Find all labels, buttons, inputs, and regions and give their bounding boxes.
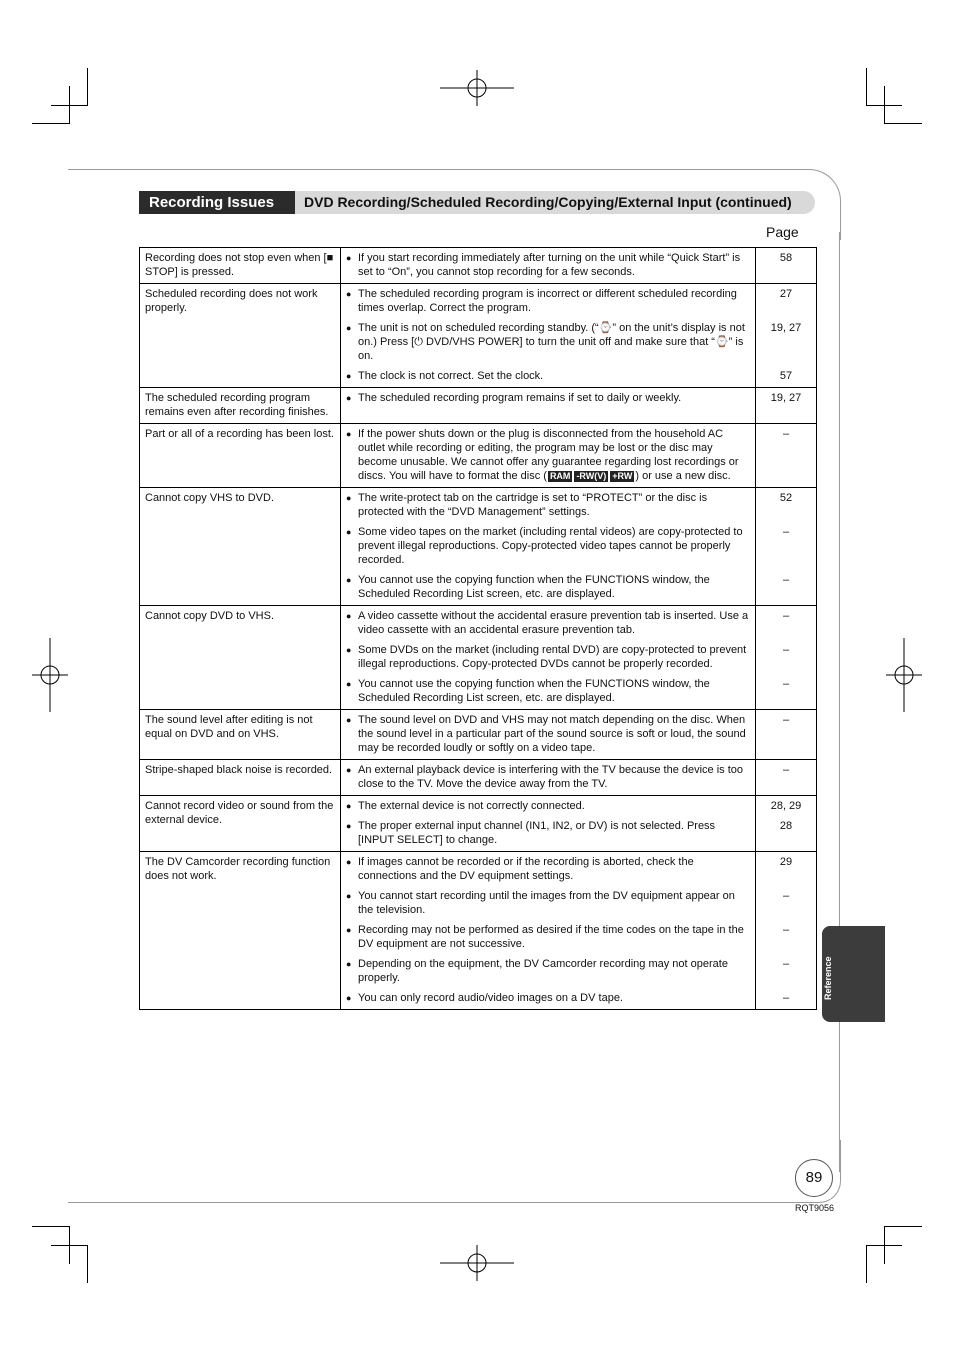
pages-cell — [756, 760, 817, 796]
cause-item — [346, 491, 751, 519]
cause-text-part: If images cannot be recorded or if the recording is aborted, check the connections and the DV equipment settings. — [358, 856, 694, 882]
troubleshooting-rows — [140, 248, 817, 1010]
cause-text-part: The proper external input channel (IN1, IN2, or DV) is not selected. Press [INPUT SELECT] to change. — [358, 820, 716, 846]
crop-mark — [866, 1245, 867, 1283]
page-reference: 57 — [779, 370, 793, 382]
cause-text-part: The scheduled recording program remains if set to daily or weekly. — [358, 392, 682, 404]
cause-item — [346, 427, 751, 483]
reference-tab-label: Reference — [823, 956, 833, 1000]
pages-cell — [756, 710, 817, 760]
cause-text — [358, 609, 751, 637]
page-reference: – — [782, 958, 790, 970]
cause-item — [346, 855, 751, 883]
causes-cell — [341, 488, 756, 606]
bullet-icon: ● — [346, 323, 352, 333]
crop-mark — [51, 1245, 87, 1246]
cause-text-part: The external device is not correctly connected. — [358, 800, 585, 812]
bullet-icon: ● — [346, 371, 352, 381]
pages-cell — [756, 606, 817, 710]
crop-mark — [884, 1226, 922, 1227]
causes-cell — [341, 710, 756, 760]
page-reference: – — [782, 644, 790, 656]
cause-text — [358, 957, 751, 985]
page-reference: 58 — [779, 252, 793, 264]
cause-text — [358, 573, 751, 601]
cause-text-part: You can only record audio/video images on a DV tape. — [358, 992, 623, 1004]
crop-mark — [866, 105, 902, 106]
page-reference: – — [782, 924, 790, 936]
cause-text-part: Some video tapes on the market (including rental videos) are copy-protected to prevent illegal reproductions. Copy-protected video tapes cannot be properly recorded. — [358, 526, 743, 566]
cause-text-part: Some DVDs on the market (including rental DVD) are copy-protected to prevent illegal reproductions. Copy-protected DVDs cannot be properly recorded. — [358, 644, 747, 670]
bullet-icon: ● — [346, 253, 352, 263]
table-row — [140, 488, 817, 606]
page-reference: 28, 29 — [770, 800, 802, 812]
cause-text — [358, 491, 751, 519]
table-row — [140, 248, 817, 284]
bullet-icon: ● — [346, 393, 352, 403]
cause-text — [358, 391, 751, 405]
cause-text — [358, 251, 751, 279]
crop-mark — [87, 68, 88, 106]
cause-text-part: The scheduled recording program is incorrect or different scheduled recording times overlap. Correct the program. — [358, 288, 737, 314]
cause-item — [346, 713, 751, 755]
table-row — [140, 760, 817, 796]
cause-text — [358, 369, 751, 383]
cause-text-part: You cannot use the copying function when the FUNCTIONS window, the Scheduled Recording List screen, etc. are displayed. — [358, 678, 710, 704]
disc-type-badge: -RW(V) — [576, 471, 607, 481]
cause-text — [358, 427, 751, 483]
cause-text-part: If you start recording immediately after turning on the unit while “Quick Start” is set to “On”, you cannot stop recording for a few seconds. — [358, 252, 741, 278]
problem-cell: The DV Camcorder recording function does not work. — [140, 852, 341, 1010]
cause-text — [358, 643, 751, 671]
bullet-icon: ● — [346, 289, 352, 299]
registration-mark-left — [32, 638, 68, 712]
page-frame-right — [839, 232, 840, 1172]
cause-text-part: The write-protect tab on the cartridge is set to “PROTECT” or the disc is protected with the “DVD Management” settings. — [358, 492, 708, 518]
pages-cell — [756, 488, 817, 606]
problem-cell: The sound level after editing is not equal on DVD and on VHS. — [140, 710, 341, 760]
problem-cell: Cannot record video or sound from the external device. — [140, 796, 341, 852]
cause-text-part: You cannot use the copying function when the FUNCTIONS window, the Scheduled Recording List screen, etc. are displayed. — [358, 574, 710, 600]
crop-mark — [32, 123, 70, 124]
causes-cell — [341, 248, 756, 284]
registration-mark-top — [440, 70, 514, 106]
cause-text — [358, 713, 751, 755]
crop-mark — [866, 1245, 902, 1246]
table-row — [140, 852, 817, 1010]
table-row — [140, 796, 817, 852]
disc-type-badge: RAM — [549, 471, 571, 481]
bullet-icon: ● — [346, 993, 352, 1003]
page-reference: 27 — [779, 288, 793, 300]
crop-mark — [32, 1226, 70, 1227]
cause-text-part: The unit is not on scheduled recording standby. (“⌚” on the unit’s display is not on.) Press [⏻ DVD/VHS POWER] to turn the unit off and make sure that “⌚” is on. — [358, 322, 745, 362]
problem-cell: Part or all of a recording has been lost. — [140, 424, 341, 488]
cause-item — [346, 525, 751, 567]
page-frame-top — [68, 169, 808, 170]
crop-mark — [884, 123, 922, 124]
cause-item — [346, 321, 751, 363]
cause-text — [358, 923, 751, 951]
problem-cell: Cannot copy DVD to VHS. — [140, 606, 341, 710]
problem-cell: Cannot copy VHS to DVD. — [140, 488, 341, 606]
cause-text — [358, 287, 751, 315]
cause-item — [346, 677, 751, 705]
cause-text — [358, 889, 751, 917]
cause-item — [346, 251, 751, 279]
bullet-icon: ● — [346, 959, 352, 969]
bullet-icon: ● — [346, 493, 352, 503]
cause-text-part: A video cassette without the accidental erasure prevention tab is inserted. Use a video cassette with an accidental erasure prevention tab. — [358, 610, 749, 636]
bullet-icon: ● — [346, 679, 352, 689]
registration-mark-right — [886, 638, 922, 712]
cause-item — [346, 991, 751, 1005]
page-column-label: Page — [766, 224, 799, 240]
cause-item — [346, 799, 751, 813]
cause-text — [358, 525, 751, 567]
table-row — [140, 388, 817, 424]
causes-cell — [341, 852, 756, 1010]
bullet-icon: ● — [346, 715, 352, 725]
page-reference: – — [782, 992, 790, 1004]
problem-cell: The scheduled recording program remains even after recording finishes. — [140, 388, 341, 424]
cause-item — [346, 391, 751, 405]
troubleshooting-table — [139, 247, 817, 1010]
page-number: 89 — [795, 1159, 833, 1197]
cause-text-part: Depending on the equipment, the DV Camcorder recording may not operate properly. — [358, 958, 728, 984]
bullet-icon: ● — [346, 429, 352, 439]
cause-item — [346, 923, 751, 951]
page-reference: 52 — [779, 492, 793, 504]
cause-text-part: The sound level on DVD and VHS may not match depending on the disc. When the sound level in a particular part of the sound source is soft or loud, the sound may be recorded loudly or softly on a video tape. — [358, 714, 746, 754]
pages-cell — [756, 388, 817, 424]
cause-item — [346, 573, 751, 601]
bullet-icon: ● — [346, 645, 352, 655]
section-title: DVD Recording/Scheduled Recording/Copying/External Input (continued) — [304, 194, 792, 210]
page-reference: – — [782, 526, 790, 538]
cause-item — [346, 889, 751, 917]
page-reference: – — [782, 574, 790, 586]
cause-text-part: If the power shuts down or the plug is disconnected from the household AC outlet while recording or editing, the program may be lost or the disc may become unusable. We cannot offer any guarantee regarding lost recordings or discs. You will have to format the disc ( — [358, 428, 739, 482]
pages-cell — [756, 248, 817, 284]
page-frame-bottom — [68, 1202, 798, 1203]
problem-cell: Scheduled recording does not work properly. — [140, 284, 341, 388]
cause-item — [346, 763, 751, 791]
crop-mark — [866, 68, 867, 106]
page-reference: 19, 27 — [770, 392, 802, 404]
problem-cell: Stripe-shaped black noise is recorded. — [140, 760, 341, 796]
cause-item — [346, 643, 751, 671]
crop-mark — [87, 1245, 88, 1283]
pages-cell — [756, 424, 817, 488]
bullet-icon: ● — [346, 765, 352, 775]
section-tag: Recording Issues — [139, 191, 295, 214]
cause-item — [346, 957, 751, 985]
cause-item — [346, 369, 751, 383]
pages-cell — [756, 852, 817, 1010]
page-reference: 28 — [779, 820, 793, 832]
causes-cell — [341, 606, 756, 710]
page-reference: 29 — [779, 856, 793, 868]
page-reference: – — [782, 714, 790, 726]
cause-text-part: Recording may not be performed as desired if the time codes on the tape in the DV equipment are not successive. — [358, 924, 744, 950]
bullet-icon: ● — [346, 527, 352, 537]
disc-type-badge: +RW — [612, 471, 633, 481]
causes-cell — [341, 796, 756, 852]
cause-text-part: You cannot start recording until the images from the DV equipment appear on the television. — [358, 890, 735, 916]
cause-text — [358, 819, 751, 847]
cause-text — [358, 855, 751, 883]
bullet-icon: ● — [346, 891, 352, 901]
bullet-icon: ● — [346, 857, 352, 867]
bullet-icon: ● — [346, 925, 352, 935]
page-reference: – — [782, 764, 790, 776]
bullet-icon: ● — [346, 821, 352, 831]
cause-text — [358, 799, 751, 813]
causes-cell — [341, 760, 756, 796]
pages-cell — [756, 284, 817, 388]
cause-text — [358, 991, 751, 1005]
page-reference: – — [782, 610, 790, 622]
document-code: RQT9056 — [795, 1203, 835, 1213]
cause-text — [358, 321, 751, 363]
table-row — [140, 710, 817, 760]
causes-cell — [341, 388, 756, 424]
table-row — [140, 606, 817, 710]
bullet-icon: ● — [346, 611, 352, 621]
table-row — [140, 424, 817, 488]
causes-cell — [341, 284, 756, 388]
page-reference: – — [782, 428, 790, 440]
cause-text — [358, 677, 751, 705]
page-reference: – — [782, 890, 790, 902]
pages-cell — [756, 796, 817, 852]
cause-text-part: ) or use a new disc. — [635, 470, 731, 482]
problem-cell: Recording does not stop even when [■ STOP] is pressed. — [140, 248, 341, 284]
cause-item — [346, 819, 751, 847]
bullet-icon: ● — [346, 575, 352, 585]
cause-text — [358, 763, 751, 791]
cause-item — [346, 287, 751, 315]
registration-mark-bottom — [440, 1245, 514, 1281]
page-reference: – — [782, 678, 790, 690]
cause-item — [346, 609, 751, 637]
table-row — [140, 284, 817, 388]
cause-text-part: The clock is not correct. Set the clock. — [358, 370, 544, 382]
page-reference: 19, 27 — [770, 322, 802, 334]
crop-mark — [51, 105, 87, 106]
causes-cell — [341, 424, 756, 488]
cause-text-part: An external playback device is interfering with the TV because the device is too close to the TV. Move the device away from the TV. — [358, 764, 744, 790]
bullet-icon: ● — [346, 801, 352, 811]
